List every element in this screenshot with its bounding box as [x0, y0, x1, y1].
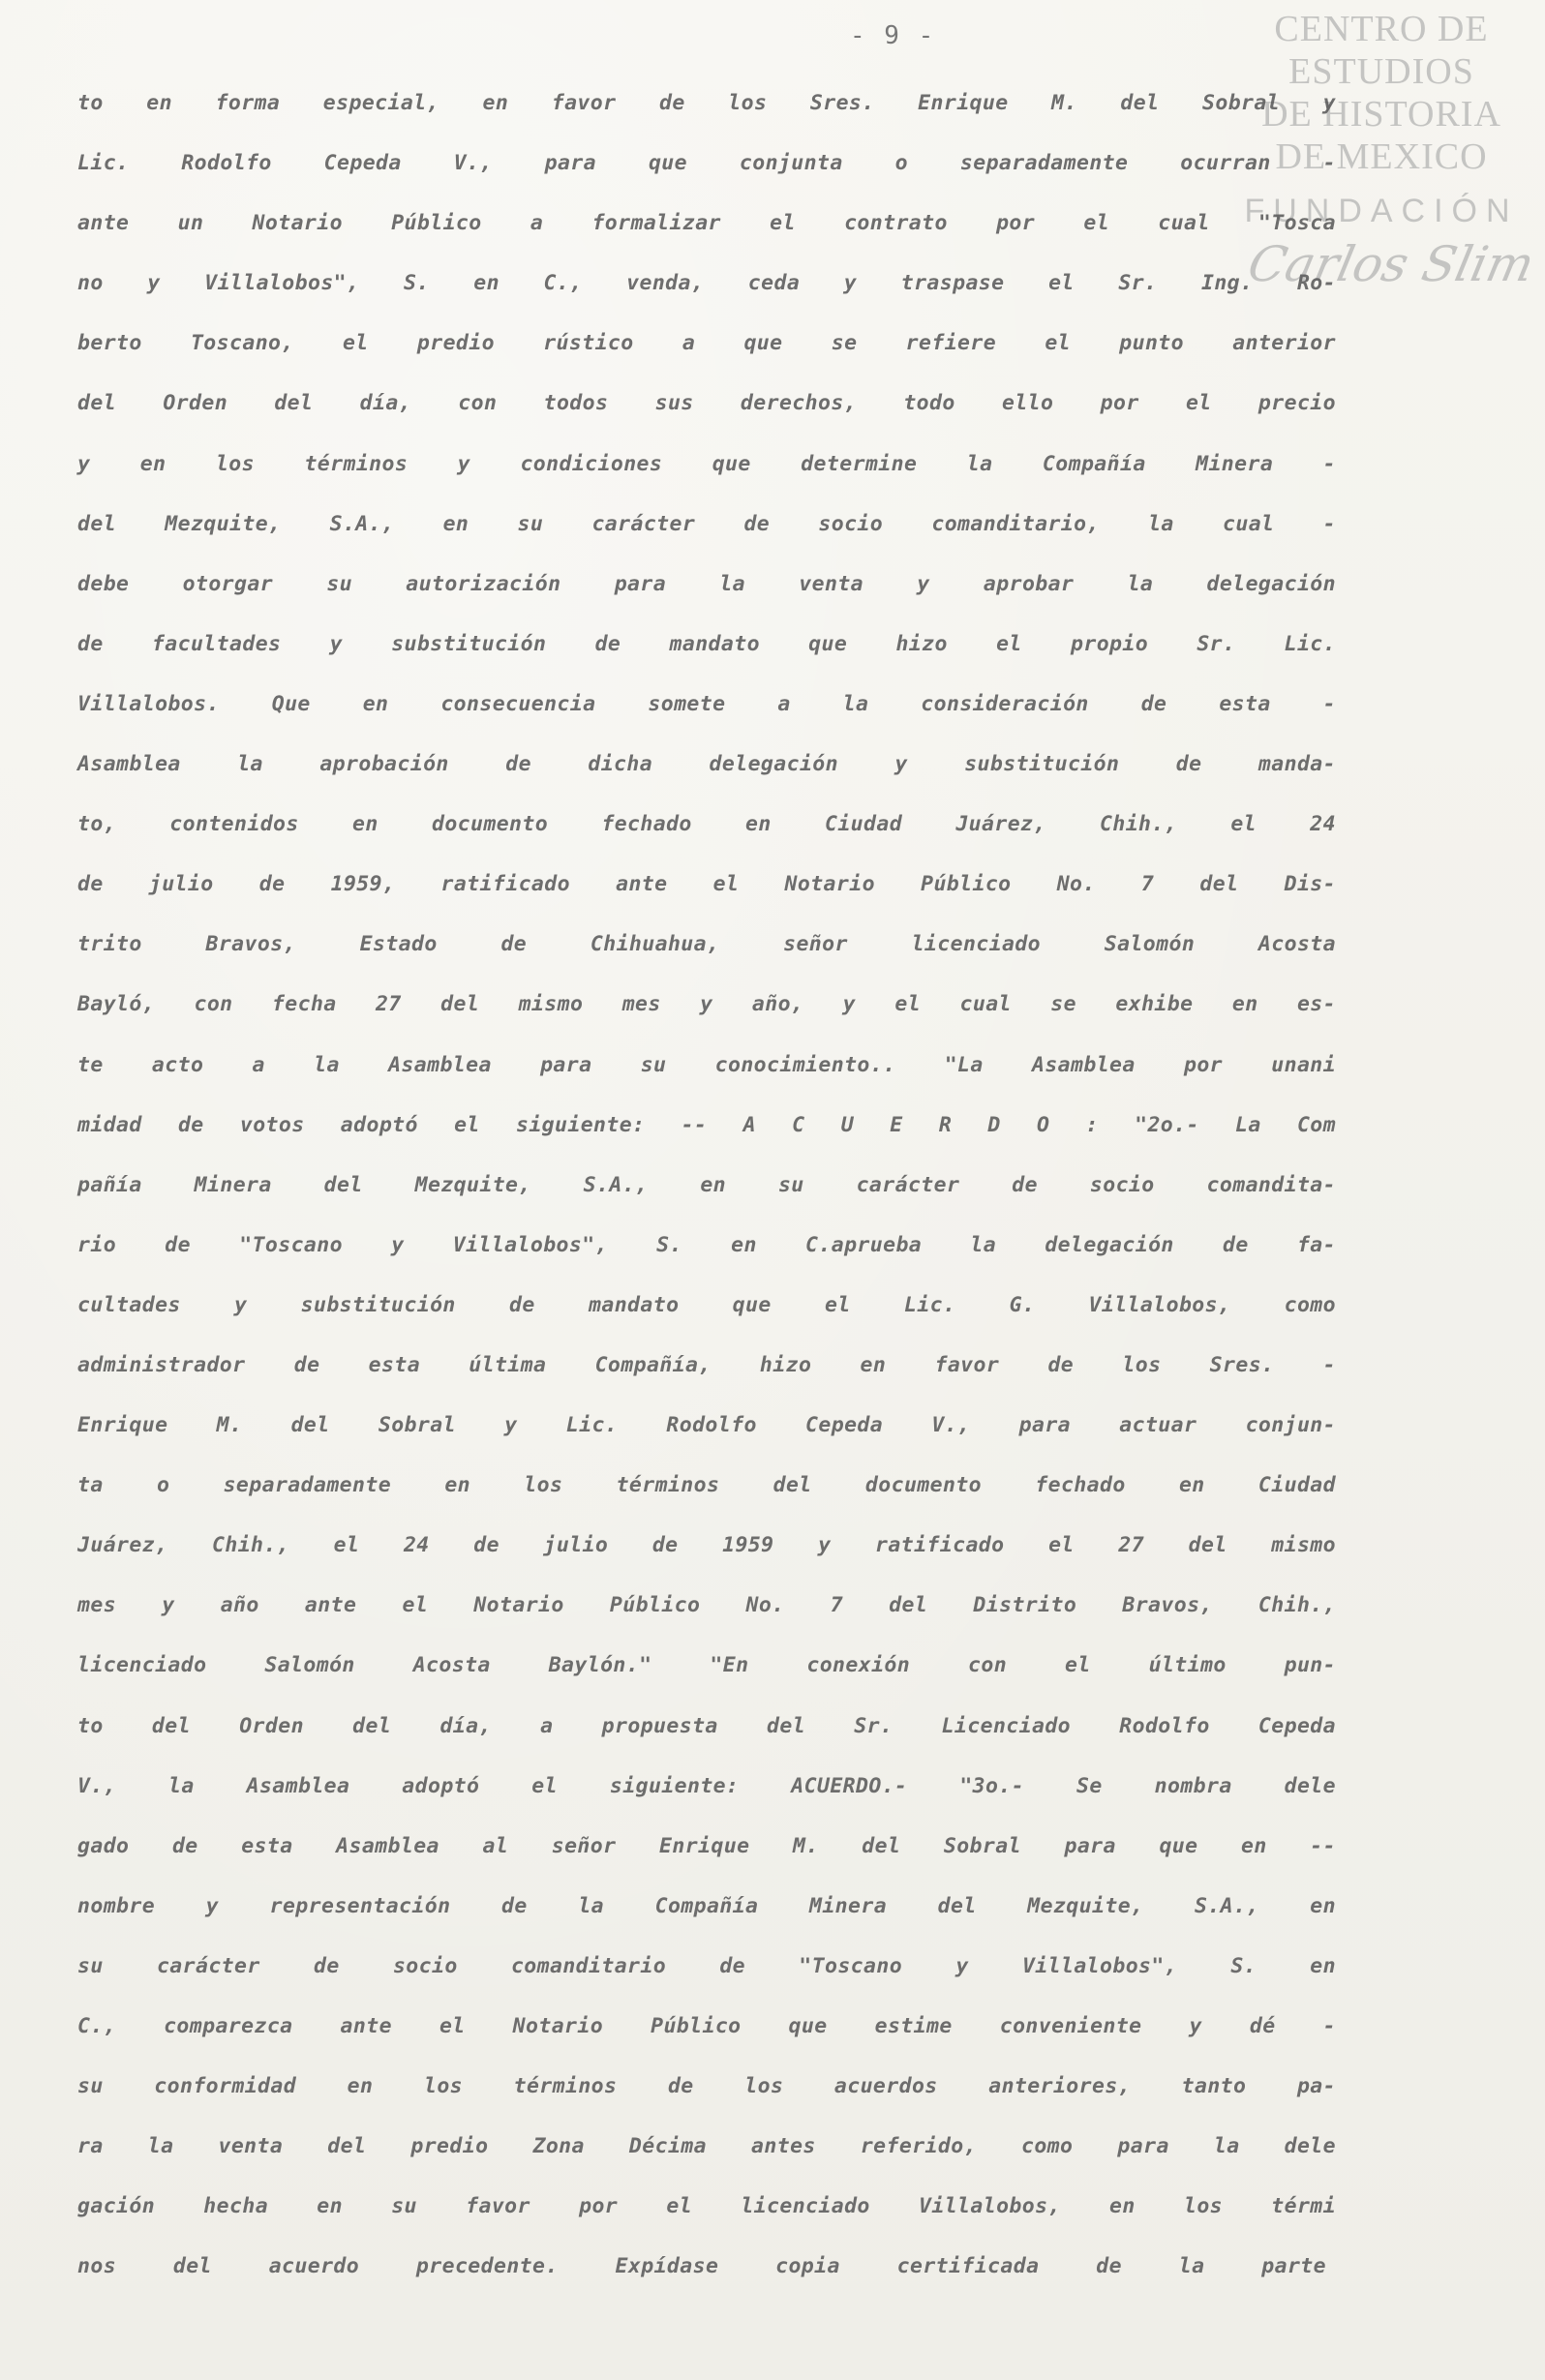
text-line: Lic. Rodolfo Cepeda V., para que conjunta o separadamente ocurran -	[77, 151, 1336, 176]
text-line: ra la venta del predio Zona Décima antes referido, como para la dele	[77, 2134, 1336, 2159]
text-line: su carácter de socio comanditario de "Toscano y Villalobos", S. en	[77, 1953, 1336, 1978]
text-line: cultades y substitución de mandato que el Lic. G. Villalobos, como	[77, 1292, 1336, 1317]
text-line: berto Toscano, el predio rústico a que se refiere el punto anterior	[77, 331, 1336, 356]
text-line: Enrique M. del Sobral y Lic. Rodolfo Cepeda V., para actuar conjun-	[77, 1413, 1336, 1438]
text-line: V., la Asamblea adoptó el siguiente: ACUERDO.- "3o.- Se nombra dele	[77, 1773, 1336, 1798]
watermark-line: DE HISTORIA	[1261, 94, 1501, 135]
watermark-foundation: FUNDACIÓN	[1244, 193, 1519, 229]
watermark-line: DE MEXICO	[1275, 136, 1488, 177]
text-line: ante un Notario Público a formalizar el contrato por el cual "Tosca	[77, 211, 1336, 236]
text-line: nos del acuerdo precedente. Expídase copia certificada de la parte	[77, 2254, 1326, 2279]
text-line: gado de esta Asamblea al señor Enrique M. del Sobral para que en --	[77, 1833, 1336, 1858]
text-line: Juárez, Chih., el 24 de julio de 1959 y ratificado el 27 del mismo	[77, 1533, 1336, 1558]
text-line: de facultades y substitución de mandato que hizo el propio Sr. Lic.	[77, 631, 1336, 656]
page-number: - 9 -	[850, 21, 936, 50]
text-line: midad de votos adoptó el siguiente: -- A C U E R D O : "2o.- La Com	[77, 1112, 1336, 1137]
text-line: gación hecha en su favor por el licenciado Villalobos, en los térmi	[77, 2194, 1336, 2219]
text-line: rio de "Toscano y Villalobos", S. en C.aprueba la delegación de fa-	[77, 1232, 1336, 1257]
text-line: ta o separadamente en los términos del documento fechado en Ciudad	[77, 1473, 1336, 1498]
text-line: pañía Minera del Mezquite, S.A., en su carácter de socio comandita-	[77, 1172, 1336, 1197]
text-line: to en forma especial, en favor de los Sres. Enrique M. del Sobral y	[77, 91, 1336, 115]
text-line: te acto a la Asamblea para su conocimiento.. "La Asamblea por unani	[77, 1052, 1336, 1077]
text-line: to del Orden del día, a propuesta del Sr. Licenciado Rodolfo Cepeda	[77, 1713, 1336, 1738]
text-line: su conformidad en los términos de los acuerdos anteriores, tanto pa-	[77, 2074, 1336, 2099]
text-line: licenciado Salomón Acosta Baylón." "En conexión con el último pun-	[77, 1653, 1336, 1678]
text-line: Asamblea la aprobación de dicha delegación y substitución de manda-	[77, 752, 1336, 777]
text-line: y en los términos y condiciones que determine la Compañía Minera -	[77, 451, 1336, 476]
text-line: mes y año ante el Notario Público No. 7 del Distrito Bravos, Chih.,	[77, 1593, 1336, 1618]
text-line: administrador de esta última Compañía, hizo en favor de los Sres. -	[77, 1352, 1336, 1377]
watermark-signature: Carlos Slim	[1243, 236, 1539, 292]
text-line: no y Villalobos", S. en C., venda, ceda y traspase el Sr. Ing. Ro-	[77, 271, 1336, 296]
watermark-line: CENTRO DE	[1274, 9, 1489, 49]
text-line: del Mezquite, S.A., en su carácter de socio comanditario, la cual -	[77, 511, 1336, 536]
text-line: trito Bravos, Estado de Chihuahua, señor licenciado Salomón Acosta	[77, 932, 1336, 957]
text-line: debe otorgar su autorización para la venta y aprobar la delegación	[77, 571, 1336, 596]
text-line: C., comparezca ante el Notario Público que estime conveniente y dé -	[77, 2014, 1336, 2038]
watermark-line: ESTUDIOS	[1288, 51, 1474, 92]
text-line: de julio de 1959, ratificado ante el Notario Público No. 7 del Dis-	[77, 872, 1336, 897]
text-line: Villalobos. Que en consecuencia somete a la consideración de esta -	[77, 691, 1336, 716]
typewritten-body	[77, 74, 1336, 2297]
text-line: to, contenidos en documento fechado en Ciudad Juárez, Chih., el 24	[77, 812, 1336, 837]
text-line: nombre y representación de la Compañía Minera del Mezquite, S.A., en	[77, 1893, 1336, 1918]
text-line: del Orden del día, con todos sus derechos, todo ello por el precio	[77, 391, 1336, 416]
text-line: Bayló, con fecha 27 del mismo mes y año, y el cual se exhibe en es-	[77, 992, 1336, 1017]
